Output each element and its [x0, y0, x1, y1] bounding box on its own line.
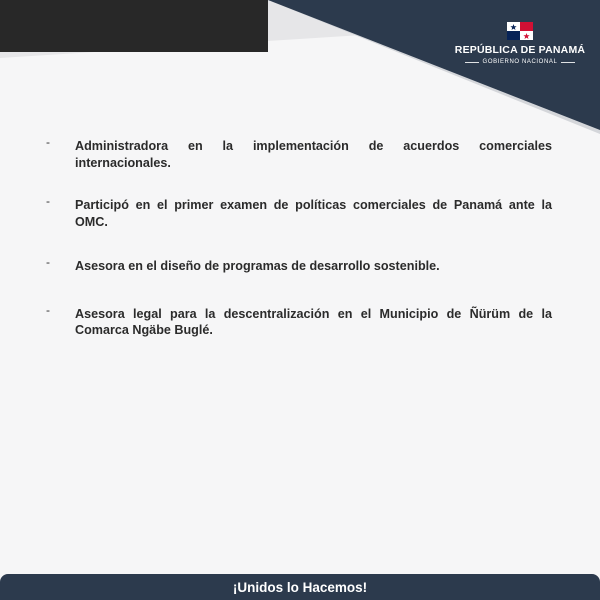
footer-slogan: ¡Unidos lo Hacemos!	[232, 579, 368, 595]
bullet-dash: -	[46, 255, 50, 269]
brand-title: REPÚBLICA DE PANAMÁ	[454, 44, 586, 56]
list-item-text: Administradora en la implementación de acuerdos comerciales internacionales.	[75, 139, 552, 170]
footer-banner	[0, 574, 600, 600]
bullet-dash: -	[46, 302, 50, 317]
list-item-text: Asesora en el diseño de programas de desarrollo sostenible.	[75, 259, 440, 273]
header-corner-panel	[268, 0, 600, 130]
panama-flag-icon	[507, 22, 533, 40]
header-dark-bar	[0, 0, 268, 52]
list-item-text: Participó en el primer examen de políticas comerciales de Panamá ante la OMC.	[75, 198, 552, 229]
brand-subtitle: GOBIERNO NACIONAL	[482, 59, 558, 65]
government-brand	[450, 22, 590, 65]
bullet-dash: -	[46, 135, 50, 149]
list-item	[46, 255, 552, 275]
list-item	[46, 135, 552, 171]
brand-subtitle-row	[450, 59, 590, 65]
list-item	[46, 194, 552, 230]
list-item-text: Asesora legal para la descentralización en el Municipio de Ñürüm de la Comarca Ngäbe Buglé.	[75, 306, 552, 337]
list-item	[46, 302, 552, 339]
header-banner	[0, 0, 600, 140]
achievements-list	[46, 135, 552, 339]
bullet-dash: -	[46, 194, 50, 208]
brand-divider-left	[465, 62, 479, 63]
brand-divider-right	[561, 62, 575, 63]
